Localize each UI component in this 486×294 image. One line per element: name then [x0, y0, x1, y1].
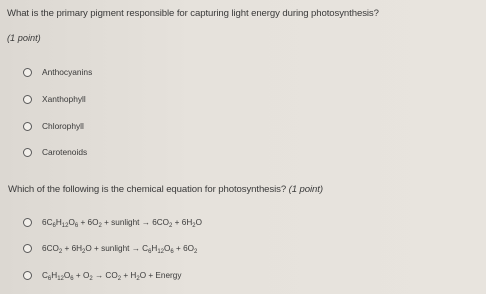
question-1-text: What is the primary pigment responsible for capturing light energy during photosynthesis? — [7, 8, 379, 19]
question-2-points: (1 point) — [288, 184, 323, 195]
question-1-option-xanthophyll[interactable] — [23, 92, 86, 106]
question-2-heading — [8, 184, 323, 195]
question-2-text: Which of the following is the chemical equation for photosynthesis? — [8, 184, 287, 195]
radio-button-icon[interactable] — [23, 68, 32, 77]
radio-button-icon[interactable] — [23, 218, 32, 227]
radio-button-icon[interactable] — [23, 122, 32, 131]
question-2-option-2[interactable] — [23, 241, 197, 255]
radio-button-icon[interactable] — [23, 271, 32, 280]
question-1-option-carotenoids[interactable] — [23, 145, 87, 159]
option-label: Xanthophyll — [42, 94, 86, 104]
option-label: Anthocyanins — [42, 67, 93, 77]
radio-button-icon[interactable] — [23, 95, 32, 104]
question-1-option-anthocyanins[interactable] — [23, 65, 92, 79]
option-label: Carotenoids — [42, 147, 88, 157]
question-2-option-3[interactable] — [23, 268, 181, 282]
question-1-option-chlorophyll[interactable] — [23, 119, 84, 133]
radio-button-icon[interactable] — [23, 244, 32, 253]
option-label: $6C_6H_{12}O_6 + 6O_2$ + sunlight → $6CO_2 + 6H_2O$ — [42, 217, 202, 229]
question-2-option-1[interactable] — [23, 215, 202, 229]
option-label: $C_6H_{12}O_6 + O_2 \to CO_2 + H_2O$ + Energy — [42, 270, 182, 282]
radio-button-icon[interactable] — [23, 148, 32, 157]
question-1-points: (1 point) — [7, 33, 41, 43]
option-label: Chlorophyll — [42, 121, 84, 131]
option-label: $6CO_2 + 6H_2O$ + sunlight → $C_6H_{12}O_6 + 6O_2$ — [42, 243, 198, 255]
